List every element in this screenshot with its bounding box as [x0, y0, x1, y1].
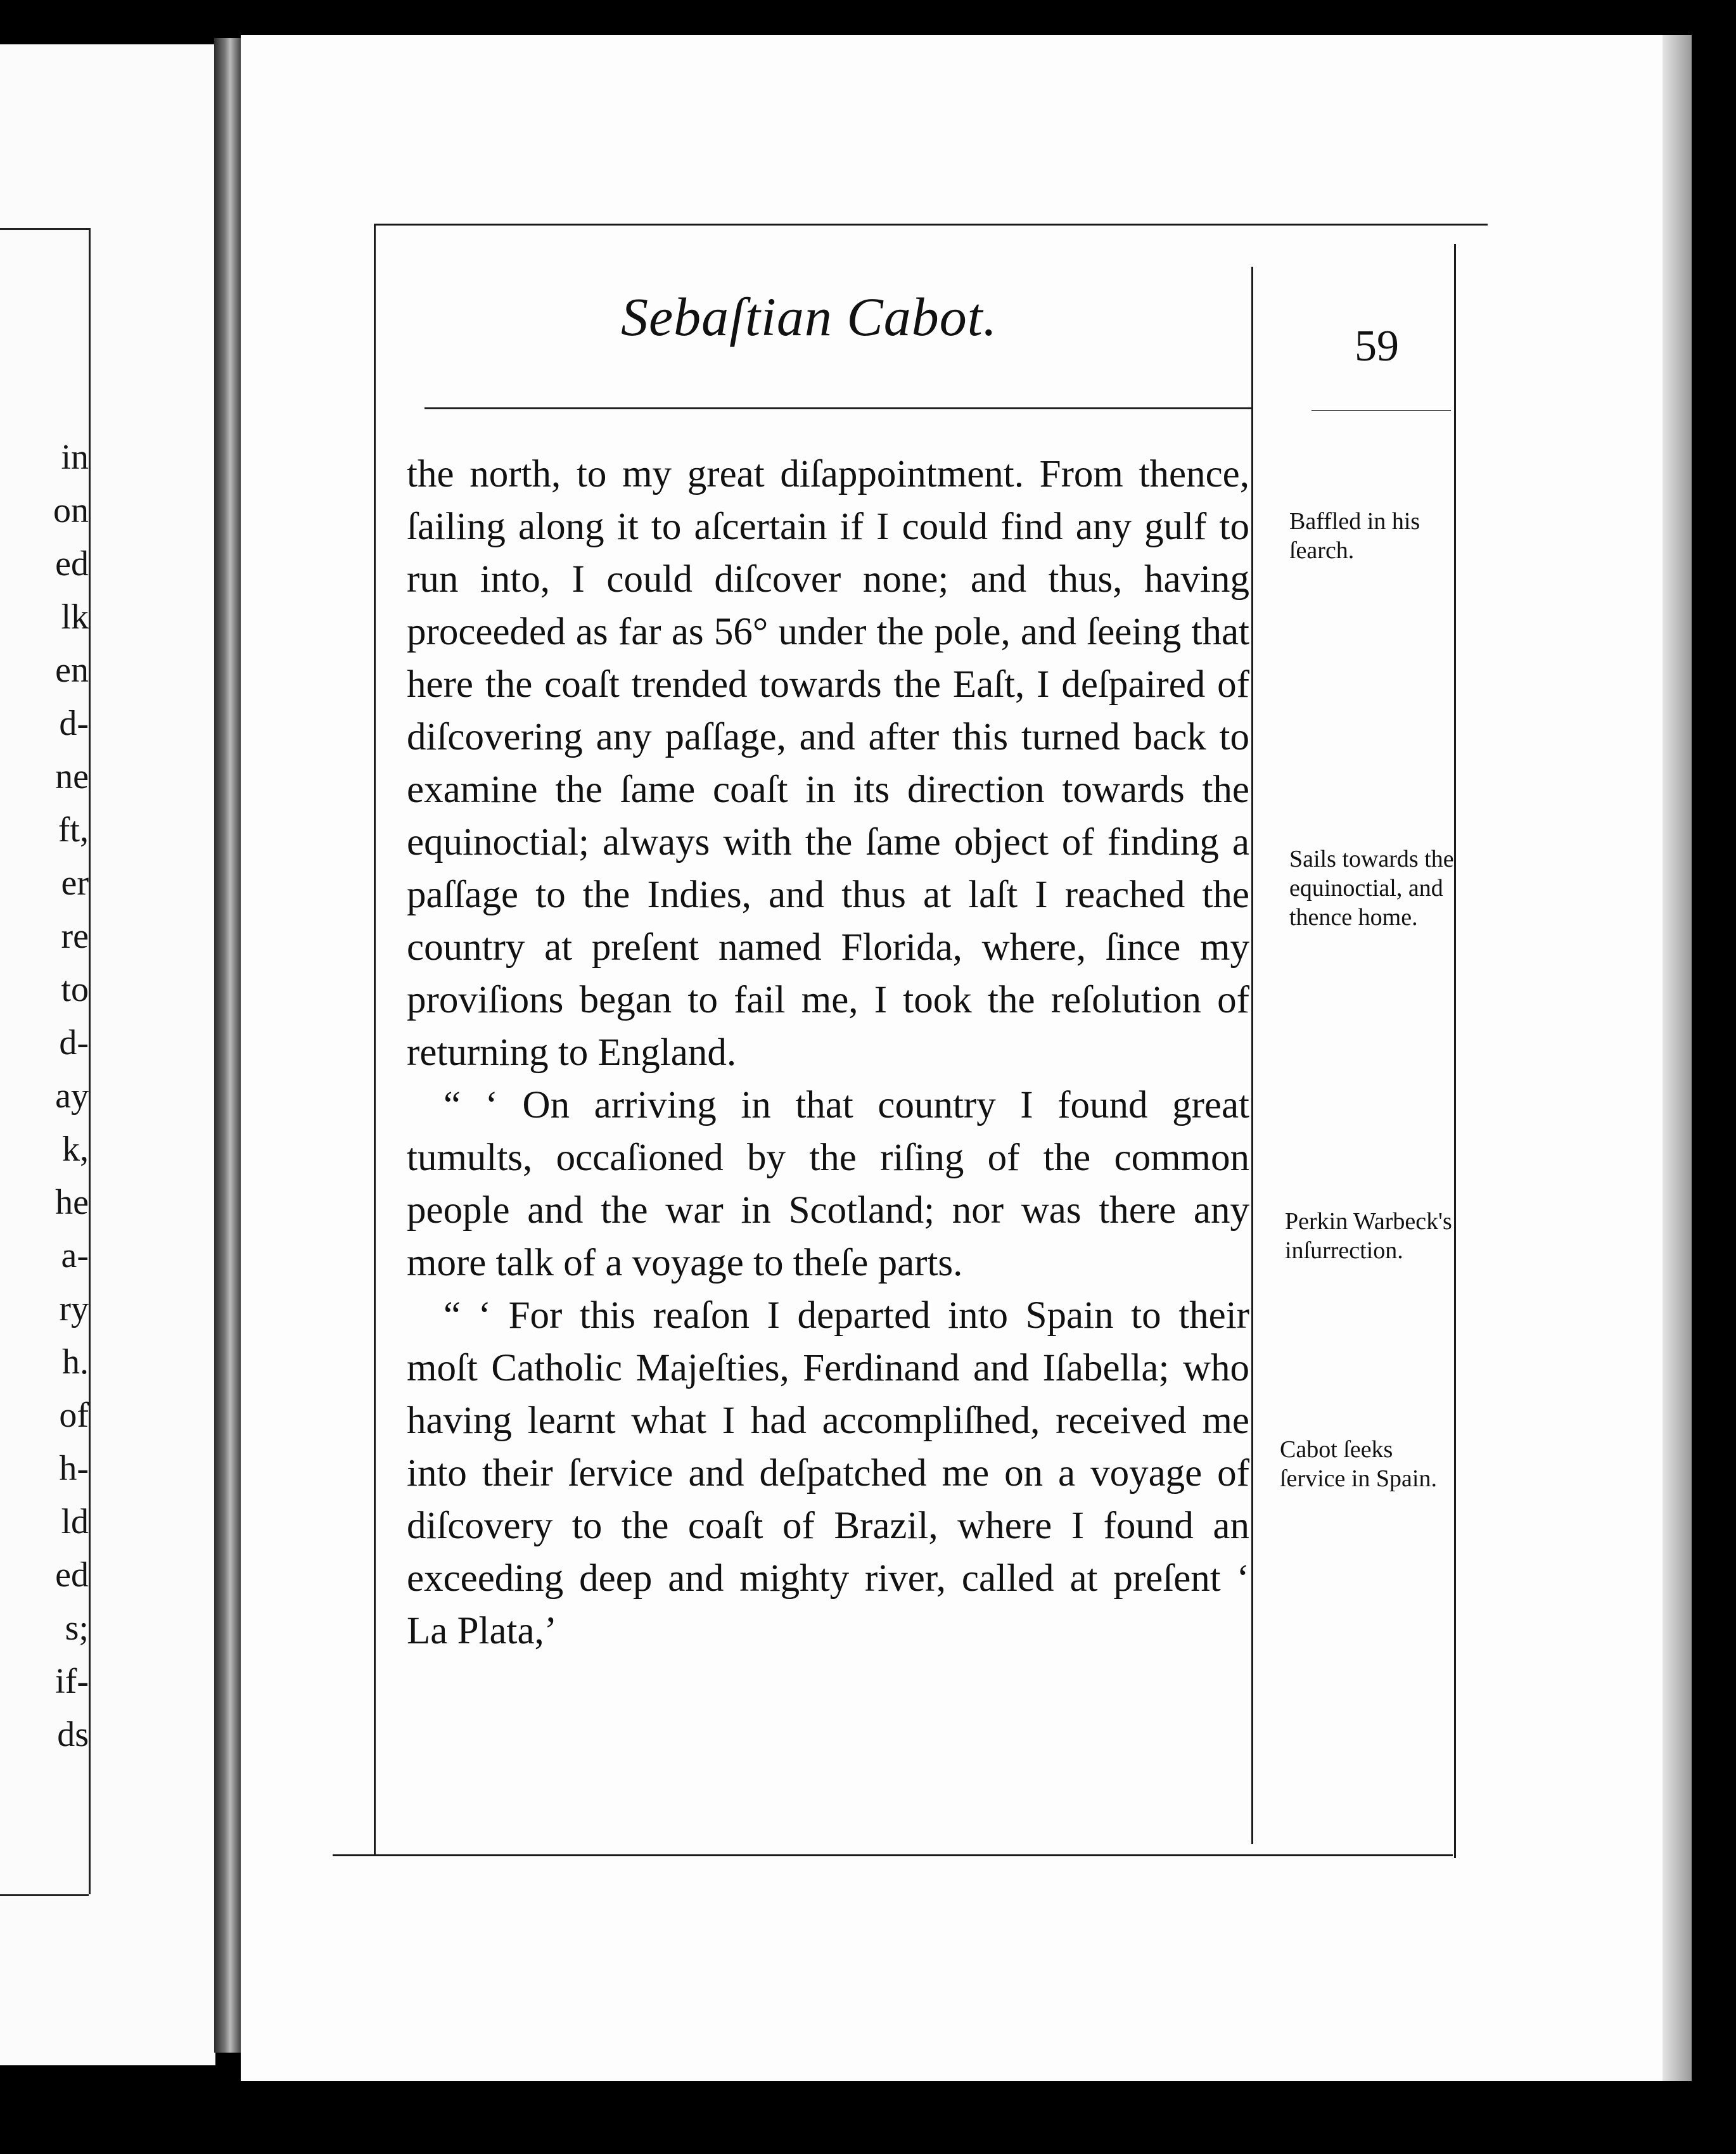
- margin-divider-rule: [1251, 267, 1253, 1844]
- left-page-fragment: to: [61, 970, 89, 1009]
- left-page-fragment: in: [61, 438, 89, 477]
- left-page-fragment: ds: [57, 1715, 89, 1754]
- left-page-fragment: re: [61, 917, 89, 956]
- left-page-fragment: a-: [61, 1236, 89, 1275]
- sidenote-baffled: Baffled in his ſearch.: [1289, 508, 1420, 564]
- left-page-fragment: he: [55, 1183, 89, 1222]
- sidenote-warbeck: Perkin Warbeck's inſurrection.: [1285, 1208, 1452, 1264]
- body-text: [407, 448, 1249, 1657]
- frame-left-rule: [374, 224, 376, 1854]
- paragraph: “ ‘ On arriving in that country I found great tumults, occaſioned by the riſing of the common people and the war in Scotland; nor was there any more talk of a voyage to theſe parts.: [407, 1084, 1249, 1284]
- left-page-fragment: lk: [61, 597, 89, 637]
- left-page-fragment: of: [59, 1396, 89, 1435]
- page-edge-shadow: [1663, 35, 1692, 2081]
- left-page-fragment: en: [55, 651, 89, 690]
- left-page-fragment: if-: [55, 1662, 89, 1701]
- left-page-fragment: k,: [62, 1130, 89, 1169]
- paragraph: “ ‘ For this reaſon I departed into Spain to their moſt Catholic Majeſties, Ferdinand and Iſabella; who having learnt what I had accompliſhed, received me into their ſervice and deſpatched me on a voyage of diſcovery to the coaſt of Brazil, where I found an exceeding deep and mighty river, called at preſent ‘ La Plata,’: [407, 1294, 1249, 1652]
- left-page-fragment: ed: [55, 1555, 89, 1595]
- header-rule: [424, 407, 1251, 409]
- right-page: [241, 35, 1692, 2081]
- sidenote-equinoctial: Sails towards the equinoctial, and thence home.: [1289, 846, 1454, 931]
- book-spine: [214, 38, 241, 2053]
- left-page-fragment: h.: [62, 1342, 89, 1382]
- left-page: [0, 44, 215, 2065]
- sidenote-spain: Cabot ſeeks ſervice in Spain.: [1280, 1436, 1437, 1492]
- margin-header-rule: [1312, 410, 1451, 411]
- left-page-fragment: ay: [55, 1076, 89, 1116]
- left-page-fragment: ft,: [58, 810, 89, 850]
- paragraph: the north, to my great diſappointment. From thence, ſailing along it to aſcertain if I could find any gulf to run into, I could diſcover none; and thus, having proceeded as far as 56° under the pole, and ſeeing that here the coaſt trended towards the Eaſt, I deſpaired of diſcovering any paſſage, and after this turned back to examine the ſame coaſt in its direction towards the equinoctial; always with the ſame object of finding a paſſage to the Indies, and thus at laſt I reached the country at preſent named Florida, where, ſince my proviſions began to fail me, I took the reſolution of returning to England.: [407, 453, 1249, 1074]
- left-page-fragment: s;: [65, 1609, 89, 1648]
- left-page-bottom-rule: [0, 1894, 89, 1896]
- running-title: Sebaſtian Cabot.: [621, 286, 998, 347]
- left-page-fragment: ne: [55, 757, 89, 796]
- left-page-fragment: on: [53, 491, 89, 530]
- left-page-fragment: h-: [59, 1449, 89, 1488]
- left-page-fragment: ld: [61, 1502, 89, 1541]
- left-page-fragment: ed: [55, 544, 89, 583]
- frame-top-rule: [374, 224, 1488, 226]
- left-page-fragment: er: [61, 864, 89, 903]
- frame-bottom-rule: [333, 1854, 1453, 1856]
- left-page-fragment: ry: [59, 1289, 89, 1329]
- left-page-fragment: d-: [59, 704, 89, 743]
- left-page-fragment: d-: [59, 1023, 89, 1062]
- frame-right-rule: [1454, 244, 1456, 1858]
- page-number: 59: [1355, 322, 1399, 371]
- left-page-text-fragments: [53, 431, 89, 1761]
